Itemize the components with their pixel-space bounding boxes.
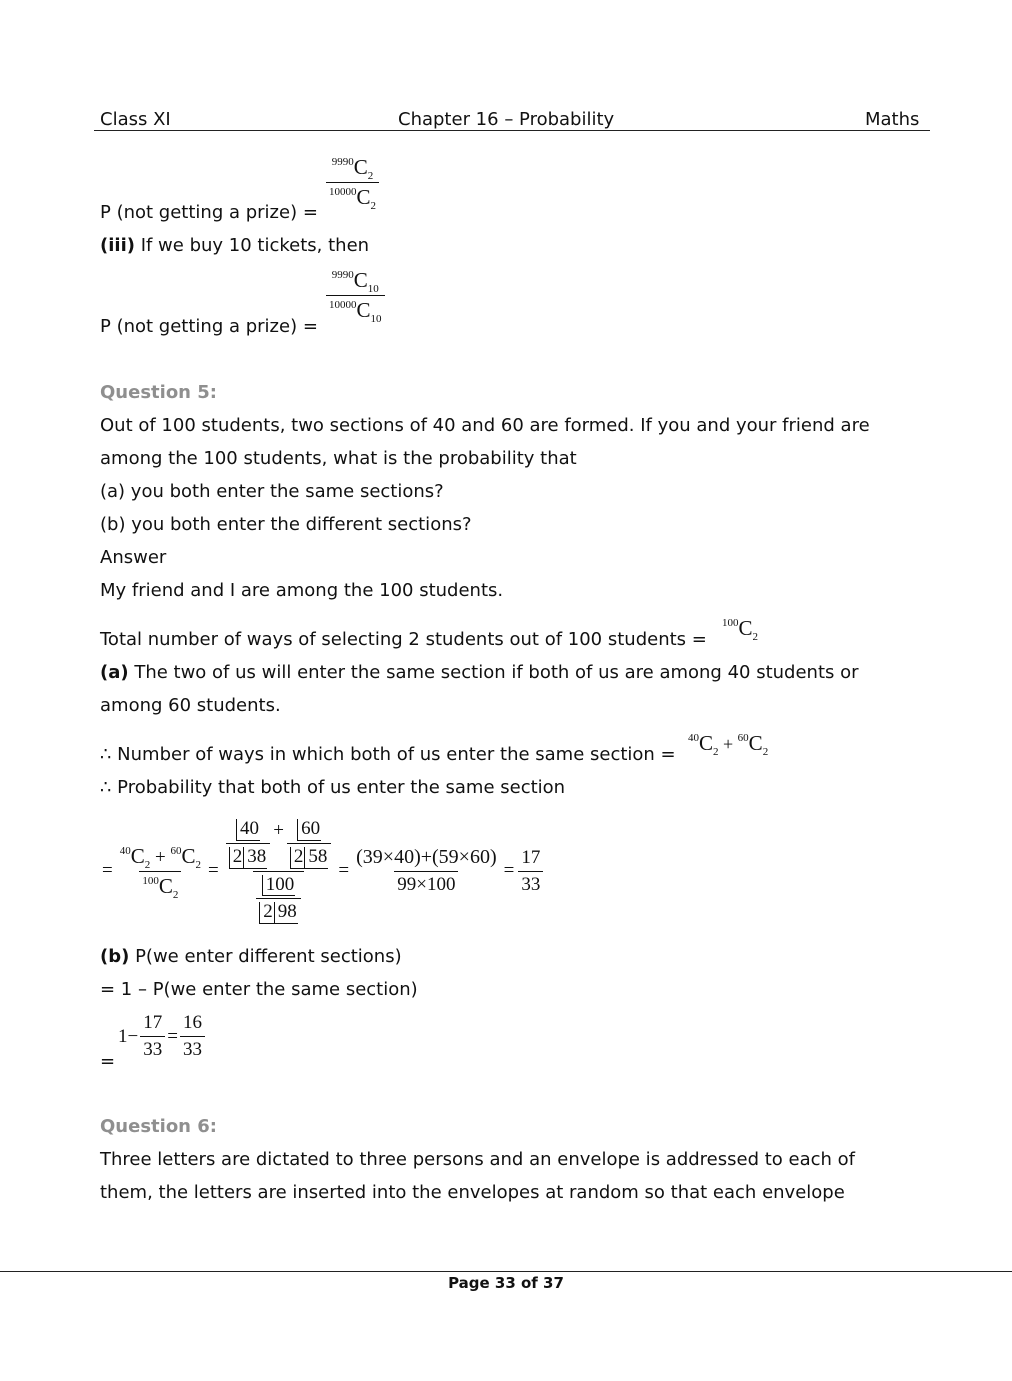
q5-line-1: Out of 100 students, two sections of 40 and 60 are formed. If you and your friend are [100,415,870,436]
question-5-title: Question 5: [100,382,217,403]
part-a-line-2: among 60 students. [100,695,281,716]
q5-part-b: (b) you both enter the different sections? [100,514,472,535]
formula-m3: $^{100}C_2$ [722,616,759,643]
part-iii: (iii) If we buy 10 tickets, then [100,235,370,256]
equals-sign: = [100,1051,116,1072]
header-subject: Maths [865,109,920,130]
answer-line-1: My friend and I are among the 100 students. [100,580,504,601]
q5-line-2: among the 100 students, what is the probability that [100,448,577,469]
formula-m6: 1− $\frac{17}{33}$ = $\frac{16}{33}$ [118,1012,207,1061]
formula-m1: $\frac{^{9990}C_2}{^{10000}C_2}$ [326,155,379,210]
page-number: Page 33 of 37 [448,1274,564,1292]
q6-line-2: them, the letters are inserted into the envelopes at random so that each envelope [100,1182,845,1203]
p-not-prize-1: P (not getting a prize) = [100,202,318,223]
total-ways: Total number of ways of selecting 2 students out of 100 students = [100,629,707,650]
part-b-line-2: = 1 – P(we enter the same section) [100,979,418,1000]
p-not-prize-2: P (not getting a prize) = [100,316,318,337]
answer-label: Answer [100,547,167,568]
formula-m4: $^{40}C_2 + ^{60}C_2$ [688,731,769,758]
part-b-line-1: (b) P(we enter different sections) [100,946,402,967]
ways-same-section: ∴ Number of ways in which both of us enter the same section = [100,744,676,765]
probability-same-section: ∴ Probability that both of us enter the same section [100,777,566,798]
q5-part-a: (a) you both enter the same sections? [100,481,444,502]
header-class: Class XI [100,109,171,130]
formula-m2: $\frac{^{9990}C_{10}}{^{10000}C_{10}}$ [326,268,385,323]
question-6-title: Question 6: [100,1116,217,1137]
q6-line-1: Three letters are dictated to three persons and an envelope is addressed to each of [100,1149,855,1170]
header-rule [94,130,930,131]
part-a-line-1: (a) The two of us will enter the same section if both of us are among 40 students or [100,662,859,683]
formula-m5: = $\frac{^{40}C_2 + ^{60}C_2}{^{100}C_2}$ = $\frac{40}{2 38}$ + $\frac{60}{2 58}$ $\frac{100}{2 98}$ = $\frac{(39\times 40)+(59\times 60)}{99\times 100}$ = $\frac{17}{33}$ [102,812,547,930]
footer-rule [0,1271,1012,1272]
header-chapter: Chapter 16 – Probability [398,109,615,130]
